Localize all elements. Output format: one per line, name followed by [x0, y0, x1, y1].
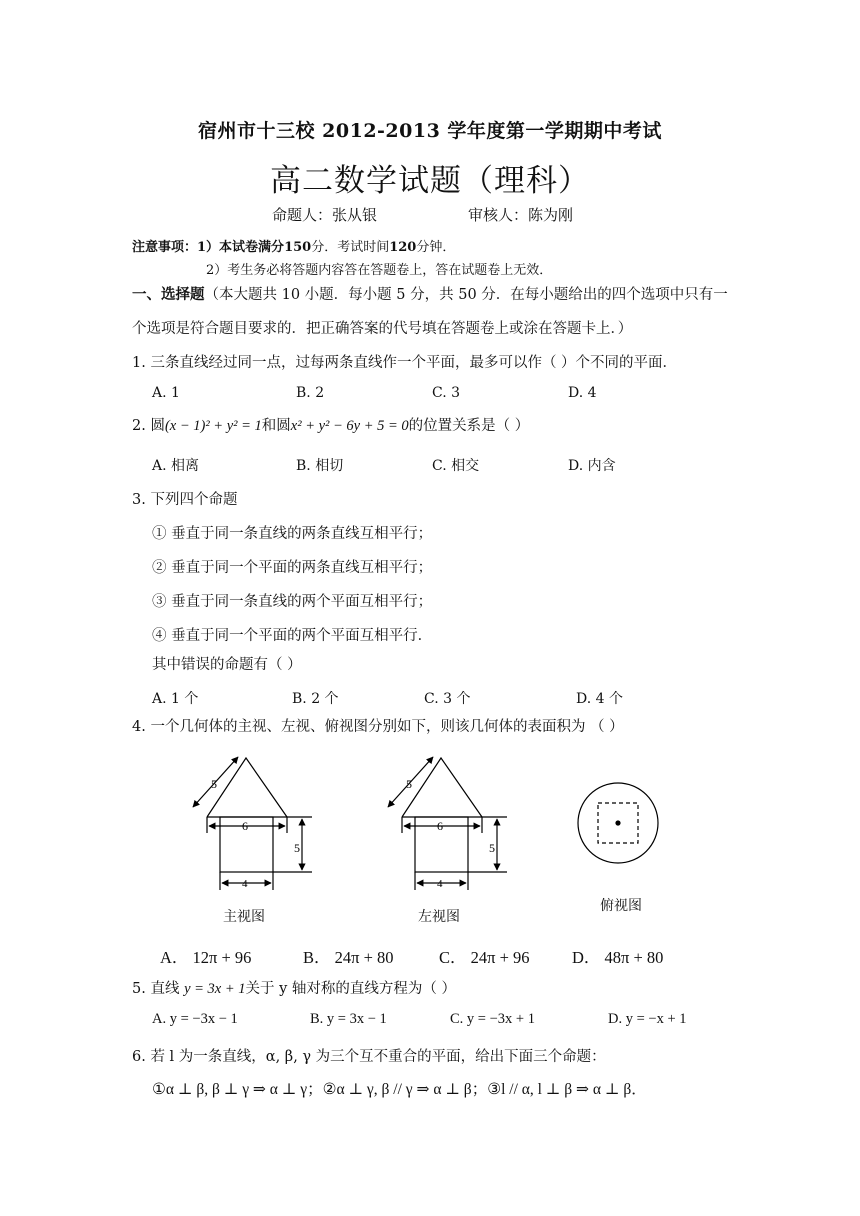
q4-option-a: A． 12π + 96 — [160, 948, 252, 967]
question-6: 6. 若 l 为一条直线，α, β, γ 为三个互不重合的平面，给出下面三个命题： — [132, 1049, 606, 1065]
exam-subtitle: 高二数学试题（理科） — [270, 163, 590, 199]
side-view-height-label: 5 — [489, 841, 495, 855]
exam-title: 宿州市十三校 2012-2013 学年度第一学期期中考试 — [198, 120, 662, 142]
front-view-slant-label: 5 — [211, 777, 217, 791]
q3-option-b: B. 2 个 — [292, 691, 339, 707]
q1-option-c: C. 3 — [432, 385, 461, 401]
q3-option-a: A. 1 个 — [152, 691, 199, 707]
section-1-desc-2: 个选项是符合题目要求的．把正确答案的代号填在答题卷上或涂在答题卡上．） — [132, 321, 633, 337]
caption-front-view: 主视图 — [223, 909, 265, 925]
q4-option-d: D． 48π + 80 — [572, 948, 664, 967]
reviewer-label: 审核人：陈为刚 — [468, 206, 574, 224]
front-view-roof — [207, 758, 287, 817]
q3-proposition-4: ④ 垂直于同一个平面的两个平面互相平行． — [152, 628, 433, 644]
q4-option-c: C． 24π + 96 — [439, 948, 530, 967]
q3-proposition-2: ② 垂直于同一个平面的两条直线互相平行； — [152, 560, 433, 576]
q4-option-b: B． 24π + 80 — [303, 948, 394, 967]
q3-question: 其中错误的命题有（ ） — [152, 657, 302, 673]
section-1-header — [132, 283, 728, 304]
question-5: 5. 直线 y = 3x + 1关于 y 轴对称的直线方程为（ ） — [132, 981, 457, 997]
q3-proposition-1: ① 垂直于同一条直线的两条直线互相平行； — [152, 526, 433, 542]
section-1-desc: （本大题共 10 小题．每小题 5 分，共 50 分．在每小题给出的四个选项中只有一 — [204, 287, 728, 303]
side-view-width-label: 6 — [437, 819, 443, 833]
q1-option-b: B. 2 — [296, 385, 325, 401]
q5-option-a: A. y = −3x − 1 — [152, 1011, 238, 1027]
q6-propositions: ①α ⊥ β, β ⊥ γ ⇒ α ⊥ γ；②α ⊥ γ, β // γ ⇒ α ⊥ β；③l // α, l ⊥ β ⇒ α ⊥ β． — [152, 1081, 647, 1098]
notes-label: 注意事项： — [132, 240, 198, 255]
front-view-base-label: 4 — [242, 878, 248, 890]
q2-option-b: B. 相切 — [296, 458, 344, 474]
question-4: 4. 一个几何体的主视、左视、俯视图分别如下，则该几何体的表面积为 （ ） — [132, 719, 624, 735]
q2-option-c: C. 相交 — [432, 458, 480, 474]
q5-option-c: C. y = −3x + 1 — [450, 1011, 535, 1027]
question-1: 1. 三条直线经过同一点，过每两条直线作一个平面，最多可以作（ ）个不同的平面． — [132, 355, 678, 371]
q3-proposition-3: ③ 垂直于同一条直线的两个平面互相平行； — [152, 594, 433, 610]
q1-option-a: A. 1 — [152, 385, 180, 401]
side-view-slant-label: 5 — [406, 777, 412, 791]
q1-option-d: D. 4 — [568, 385, 597, 401]
q5-line-equation: y = 3x + 1 — [184, 981, 246, 997]
caption-top-view: 俯视图 — [600, 898, 642, 914]
front-view-height-label: 5 — [294, 841, 300, 855]
side-view-base-label: 4 — [437, 878, 443, 890]
q5-option-d: D. y = −x + 1 — [608, 1011, 687, 1027]
author-label: 命题人：张从银 — [272, 206, 378, 224]
q2-circle-1: (x − 1)² + y² = 1 — [164, 418, 262, 434]
side-view-roof — [402, 758, 482, 817]
q3-option-c: C. 3 个 — [424, 691, 471, 707]
q2-option-d: D. 内含 — [568, 458, 616, 474]
question-3: 3. 下列四个命题 — [132, 492, 238, 508]
front-view-width-label: 6 — [242, 819, 248, 833]
notes-line-2: 2）考生务必将答题内容答在答题卷上，答在试题卷上无效． — [206, 263, 553, 278]
notes-line-1: 注意事项：1）本试卷满分150分．考试时间120分钟． — [132, 240, 456, 255]
q2-option-a: A. 相离 — [152, 458, 200, 474]
top-view — [578, 783, 658, 863]
question-2: 2. 圆(x − 1)² + y² = 1和圆x² + y² − 6y + 5 = 0的位置关系是（ ） — [132, 418, 530, 434]
caption-side-view: 左视图 — [418, 909, 460, 925]
q3-option-d: D. 4 个 — [576, 691, 623, 707]
top-view-center-dot — [616, 821, 620, 825]
q5-option-b: B. y = 3x − 1 — [310, 1011, 387, 1027]
q2-circle-2: x² + y² − 6y + 5 = 0 — [290, 418, 409, 434]
section-1-title: 一、选择题 — [132, 286, 205, 303]
